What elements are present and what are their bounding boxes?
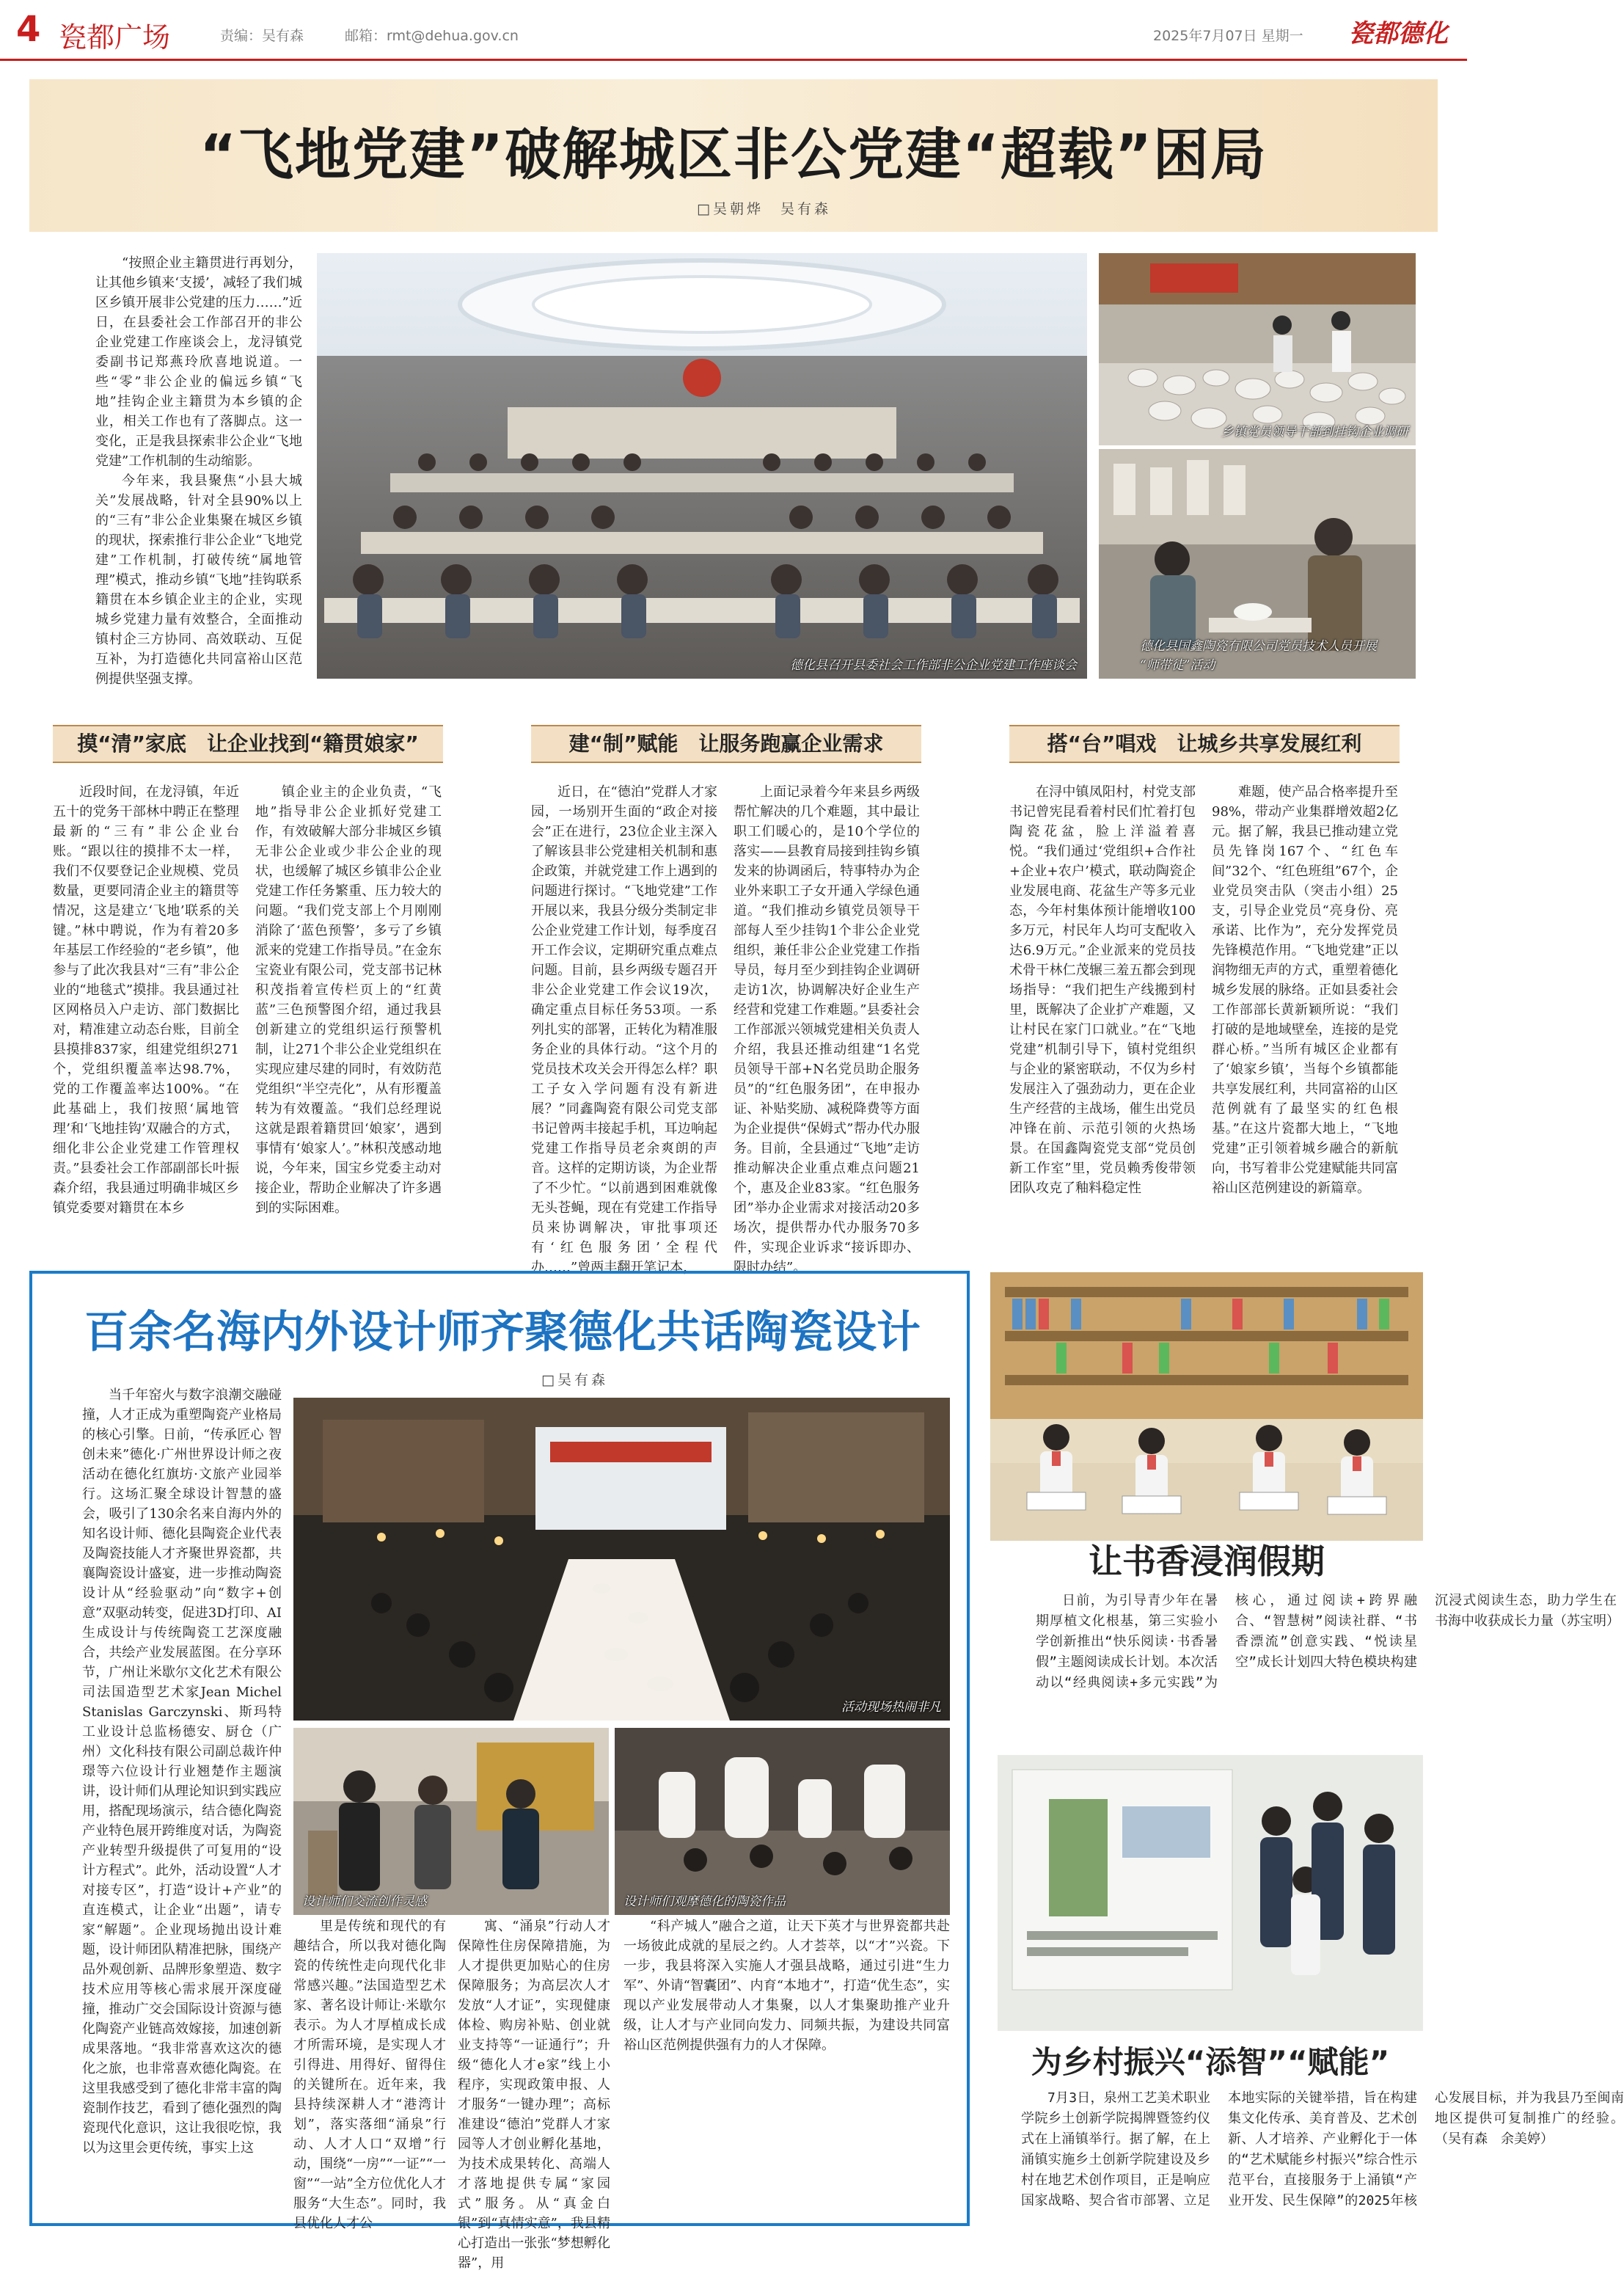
section1-col2: 镇企业主的企业负责，“飞地”指导非公企业抓好党建工作，有效破解大部分非城区乡镇无非公企业或少非公企业的现状，也缓解了城区乡镇非公企业党建工作任务繁重、压力较大的问题。“我们党支部上个月刚刚消除了‘蓝色预警’，多亏了乡镇派来的党建工作指导员。”在金东宝瓷业有限公司，党支部书记林积茂指着宣传栏页上的“红黄蓝”三色预警图介绍，通过我县创新建立的党组织运行预警机制，让271个非公企业党组织在实现应建尽建的同时，有效防范党组织“半空壳化”，从有形覆盖转为有效覆盖。“我们总经理说这就是跟着籍贯回‘娘家’，遇到事情有‘娘家人’。”林积茂感动地说，今年来，国宝乡党委主动对接企业，帮助企业解决了许多遇到的实际困难。 — [255, 784, 442, 1216]
apprentice-caption-line1: 德化县国鑫陶瓷有限公司党员技术人员开展 — [1140, 639, 1377, 654]
rural-headline: 为乡村振兴“添智”“赋能” — [1031, 2044, 1390, 2080]
subhead-1: 摸“清”家底 让企业找到“籍贯娘家” — [53, 725, 443, 763]
email: 邮箱：rmt@dehua.gov.cn — [345, 28, 519, 44]
reading-brief: 日前，为引导青少年在暑期厚植文化根基，第三实验小学创新推出“快乐阅读·书香暑假”主题阅读成长计划。本次活动以“经典阅读+多元实践”为核心，通过阅读+跨界融合、“智慧树”阅读社群、“书香漂流”创意实践、“悦读星空”成长计划四大特色模块构建沉浸式阅读生态，助力学生在书海中收获成长力量（苏宝明） — [1036, 1593, 1620, 1690]
apprentice-caption-line2: “师带徒”活动 — [1140, 658, 1215, 673]
lead-intro-p2: 今年来，我县聚焦“小县大城关”发展战略，针对全县90%以上的“三有”非公企业集聚在城区乡镇的现状，探索推行非公企业“飞地党建”工作机制，打破传统“属地管理”模式，推动乡镇“飞地”挂钩联系籍贯在本乡镇企业主的企业，实现城乡党建力量有效整合，全面推动镇村企三方协同、高效联动、互促互补，为打造德化共同富裕山区范例提供坚强支撑。 — [95, 473, 302, 687]
design-headline: 百余名海内外设计师齐聚德化共话陶瓷设计 — [84, 1307, 921, 1358]
designers-talk-art — [293, 1728, 609, 1915]
designers-view-photo — [615, 1728, 950, 1915]
reading-headline: 让书香浸润假期 — [1089, 1542, 1325, 1581]
meeting-photo — [317, 253, 1087, 679]
section3-col2: 难题，使产品合格率提升至98%，带动产业集群增效超2亿元。据了解，我县已推动建立党员先锋岗167个、“红色车间”32个、“红色班组”67个，企业党员突击队（突击小组）25支，引导企业党员“亮身份、亮承诺、比作为”，充分发挥党员先锋模范作用。“飞地党建”正以润物细无声的方式，重塑着德化城乡发展的脉络。正如县委社会工作部部长黄新颖所说：“我们打破的是地域壁垒，连接的是党群心桥。”当所有城区企业都有了‘娘家乡镇’，当每个乡镇都能共享发展红利，共同富裕的山区范例就有了最坚实的红色根基。”在这片瓷都大地上，“飞地党建”正引领着城乡融合的新航向，书写着非公党建赋能共同富裕山区范例建设的新篇章。 — [1212, 784, 1398, 1196]
design-night-caption: 活动现场热闹非凡 — [841, 1700, 941, 1715]
subhead-2: 建“制”赋能 让服务跑赢企业需求 — [531, 725, 921, 763]
designers-view-caption: 设计师们观摩德化的陶瓷作品 — [623, 1894, 786, 1909]
lead-intro-p1: “按照企业主籍贯进行再划分，让其他乡镇来‘支援’，减轻了我们城区乡镇开展非公党建的压力……”近日，在县委社会工作部召开的非公企业党建工作座谈会上，龙浔镇党委副书记郑燕玲欣喜地说道。一些“零”非公企业的偏远乡镇“飞地”挂钩企业主籍贯为本乡镇的企业，相关工作也有了落脚点。这一变化，正是我县探索非公企业“飞地党建”工作机制的生动缩影。 — [95, 255, 302, 469]
designers-talk-caption: 设计师们交流创作灵感 — [302, 1894, 427, 1909]
reading-photo — [990, 1272, 1423, 1541]
ceramics-visit-photo — [1099, 253, 1416, 445]
lead-intro — [95, 253, 302, 689]
page-header — [0, 0, 1467, 61]
rural-brief: 7月3日，泉州工艺美术职业学院乡土创新学院揭牌暨签约仪式在上涌镇举行。据了解，在上涌镇实施乡土创新学院建设及乡村在地艺术创作项目，正是响应国家战略、契合省市部署、立足本地实际的关键举措，旨在构建集文化传承、美育普及、艺术创新、人才培养、产业孵化于一体的“艺术赋能乡村振兴”综合性示范平台，直接服务于上涌镇“产业开发、民生保障”的2025年核心发展目标，并为我县乃至闽南地区提供可复制推广的经验。（吴有森 余美婷） — [1021, 2090, 1624, 2208]
designers-view-art — [615, 1728, 950, 1915]
section-name: 瓷都广场 — [59, 21, 171, 54]
lead-headline: “飞地党建”破解城区非公党建“超载”困局 — [200, 122, 1268, 187]
design-col3: 寓、“涌泉”行动人才保障性住房保障措施，为人才提供更加贴心的住房保障服务；为高层次人才发放“人才证”，实现健康体检、购房补贴、创业就业支持等“一证通行”；升级“德化人才e家”线上小程序，实现政策申报、人才服务“一键办理”；高标准建设“德泊”党群人才家园等人才创业孵化基地，为技术成果转化、高端人才落地提供专属“家园式”服务。从“真金白银”到“真情实意”，我县精心打造出一张张“梦想孵化器”，用 — [458, 1919, 610, 2271]
rural-photo-art — [998, 1755, 1423, 2031]
section1-col1: 近段时间，在龙浔镇，年近五十的党务干部林中聘正在整理最新的“三有”非公企业台账。“跟以往的摸排不太一样，我们不仅要登记企业规模、党员数量，更要同清企业主的籍贯等情况，这是建立‘飞地’联系的关键。”林中聘说，作为有着20多年基层工作经验的“老乡镇”，他参与了此次我县对“三有”非公企业的“地毯式”摸排。我县通过社区网格员入户走访、部门数据比对，精准建立动态台账，目前全县摸排837家，组建党组织271个，党组织覆盖率达98.7%，党的工作覆盖率达100%。“在此基础上，我们按照‘属地管理’和‘飞地挂钩’双融合的方式，细化非公企业党建工作管理权责。”县委社会工作部副部长叶振森介绍，我县通过明确非城区乡镇党委要对籍贯在本乡 — [53, 784, 239, 1216]
design-night-art — [293, 1398, 950, 1721]
subhead-3: 搭“台”唱戏 让城乡共享发展红利 — [1009, 725, 1400, 763]
section3-col1: 在浔中镇凤阳村，村党支部书记曾宪昆看着村民们忙着打包陶瓷花盆，脸上洋溢着喜悦。“我们通过‘党组织+合作社+企业+农户’模式，联动陶瓷企业发展电商、花盆生产等多元业态，今年村集体预计能增收100多万元，村民年人均可支配收入达6.9万元。”企业派来的党员技术骨干林仁茂辗三羞五都会到现场指导：“我们把生产线搬到村里，既解决了企业扩产难题，又让村民在家门口就业。”在“飞地党建”机制引导下，镇村党组织与企业的紧密联动，不仅为乡村发展注入了强劲动力，更在企业生产经营的主战场，催生出党员冲锋在前、示范引领的火热场景。在国鑫陶瓷党支部“党员创新工作室”里，党员赖秀俊带领团队攻克了釉料稳定性 — [1009, 784, 1196, 1196]
meeting-photo-caption: 德化县召开县委社会工作部非公企业党建工作座谈会 — [790, 658, 1077, 673]
ceramics-visit-art — [1099, 253, 1416, 445]
designers-talk-photo — [293, 1728, 609, 1915]
editor: 责编：吴有森 — [220, 28, 304, 44]
page-number: 4 — [16, 9, 41, 50]
masthead-logo: 瓷都德化 — [1348, 19, 1448, 48]
design-col2: 里是传统和现代的有趣结合，所以我对德化陶瓷的传统性走向现代化非常感兴趣。”法国造型艺术家、著名设计师让·米歇尔表示。为人才厚植成长成才所需环境，是实现人才引得进、用得好、留得住的关键所在。近年来，我县持续深耕人才“港湾计划”，落实落细“涌泉”行动、人才人口“双增”行动，围绕“一房”“一证”“一窗”“一站”全方位优化人才服务“大生态”。同时，我县优化人才公 — [293, 1919, 447, 2231]
lead-byline: □吴朝烨 吴有森 — [697, 201, 831, 217]
issue-date: 2025年7月07日 星期一 — [1153, 28, 1303, 44]
meeting-photo-art — [317, 253, 1087, 679]
design-col1: 当千年窑火与数字浪潮交融碰撞，人才正成为重塑陶瓷产业格局的核心引擎。日前，“传承匠心 智创未来”德化·广州世界设计师之夜活动在德化红旗坊·文旅产业园举行。这场汇聚全球设计智慧的盛会，吸引了130余名来自海内外的知名设计师、德化县陶瓷企业代表及陶瓷技能人才齐聚世界瓷都，共襄陶瓷设计盛宴，进一步推动陶瓷设计从“经验驱动”向“数字+创意”双驱动转变，促进3D打印、AI生成设计与传统陶瓷工艺深度融合，共绘产业发展蓝图。在分享环节，广州让米歇尔文化艺术有限公司法国造型艺术家Jean Michel Stanislas Garczynski、斯玛特工业设计总监杨德安、厨仓（广州）文化科技有限公司副总裁许仲璟等六位设计行业翘楚作主题演讲，设计师们从理论知识到实践应用，搭配现场演示，结合德化陶瓷产业特色展开跨维度对话，为陶瓷产业转型升级提供了可复用的“设计方程式”。此外，活动设置“人才对接专区”，打造“设计+产业”的直连模式，让企业“出题”，请专家“解题”。企业现场抛出设计难题，设计师团队精准把脉，围绕产品外观创新、品牌形象塑造、数字技术应用等核心需求展开深度碰撞，推动广交会国际设计资源与德化陶瓷产业链高效嫁接，加速创新成果落地。“我非常喜欢这次的德化之旅，也非常喜欢德化陶瓷。在这里我感受到了德化非常丰富的陶瓷制作技艺，看到了德化强烈的陶瓷现代化意识，这让我很吃惊，我以为这里会更传统，事实上这 — [82, 1387, 282, 2156]
reading-photo-art — [990, 1272, 1423, 1541]
design-col4: “科产城人”融合之道，让天下英才与世界瓷都共赴一场彼此成就的星辰之约。人才荟萃，以“才”兴瓷。下一步，我县将深入实施人才强县战略，通过引进“生力军”、外请“智囊团”、内育“本地才”，打造“优生态”，实现以产业发展带动人才集聚，以人才集聚助推产业升级，让人才与产业同向发力、同频共振，为建设共同富裕山区范例提供强有力的人才保障。 — [623, 1919, 950, 2053]
design-byline: □吴有森 — [541, 1372, 608, 1388]
section2-col2: 上面记录着今年来县乡两级帮忙解决的几个难题，其中最让职工们暖心的，是10个学位的落实——县教育局接到挂钩乡镇发来的协调函后，特事特办为企业外来职工子女开通入学绿色通道。“我们推动乡镇党员领导干部每人至少挂钩1个非公企业党组织，兼任非公企业党建工作指导员，每月至少到挂钩企业调研走访1次，协调解决好企业生产经营和党建工作难题。”县委社会工作部派兴领城党建相关负责人介绍，我县还推动组建“1名党员领导干部+N名党员助企服务员”的“红色服务团”，在申报办证、补贴奖励、减税降费等方面为企业提供“保姆式”帮办代办服务。目前，全县通过“飞地”走访推动解决企业重点难点问题21个，惠及企业83家。“红色服务团”举办企业需求对接活动20多场次，提供帮办代办服务70多件，实现企业诉求“接诉即办、限时办结”。 — [734, 784, 920, 1275]
ceramics-visit-caption: 乡镇党员领导干部到挂钩企业调研 — [1221, 425, 1408, 439]
section2-col1: 近日，在“德泊”党群人才家园，一场别开生面的“政企对接会”正在进行，23位企业主深入了解该县非公党建相关机制和惠企政策，并就党建工作上遇到的问题进行探讨。“飞地党建”工作开展以来，我县分级分类制定非公企业党建工作计划，每季度召开工作会议，定期研究重点难点问题。目前，县乡两级专题召开非公企业党建工作会议19次，确定重点目标任务53项。一系列扎实的部署，正转化为精准服务企业的具体行动。“这个月的党员技术攻关会开得怎么样？职工子女入学问题有没有新进展？”同鑫陶瓷有限公司党支部书记曾两丰接起手机，耳边响起党建工作指导员老余爽朗的声音。这样的定期访谈，为企业帮了不少忙。“以前遇到困难就像无头苍蝇，现在有党建工作指导员来协调解决，审批事项还有‘红色服务团’全程代办……”曾两丰翻开笔记本， — [531, 784, 717, 1275]
rural-photo — [998, 1755, 1423, 2031]
design-night-photo — [293, 1398, 950, 1721]
apprentice-photo — [1099, 449, 1416, 679]
